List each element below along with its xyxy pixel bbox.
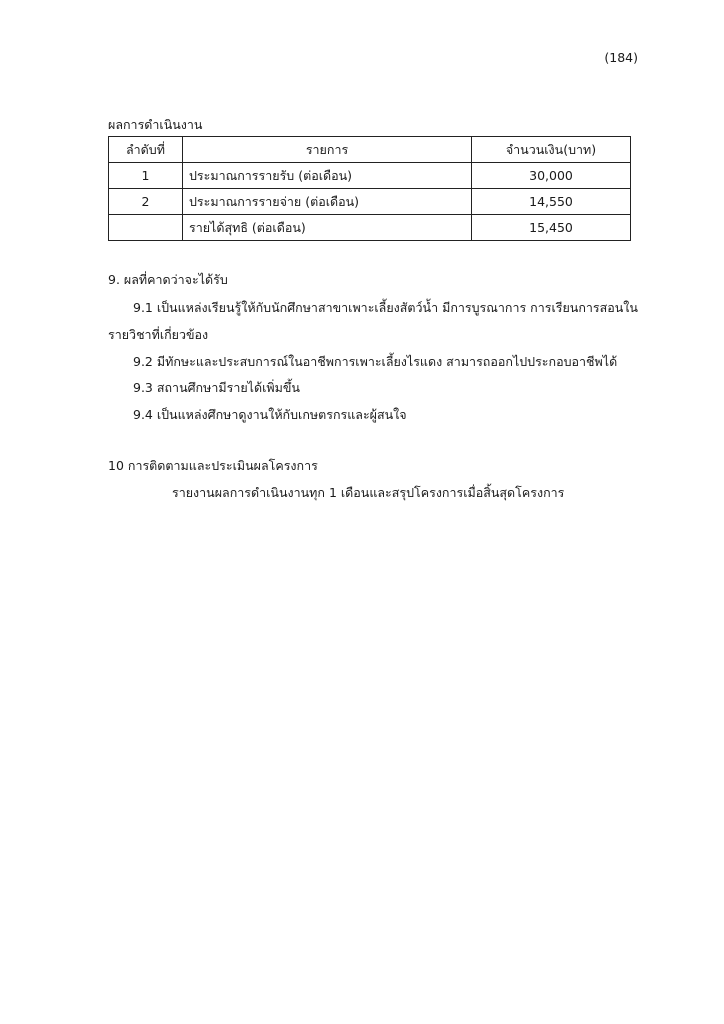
header-no: ลำดับที่ bbox=[109, 137, 183, 163]
results-label: ผลการดำเนินงาน bbox=[108, 117, 203, 132]
header-item: รายการ bbox=[183, 137, 472, 163]
table-header-row bbox=[109, 137, 631, 163]
row-no: 2 bbox=[109, 189, 183, 215]
row-item: ประมาณการรายรับ (ต่อเดือน) bbox=[183, 163, 472, 189]
section-9-item-3: 9.3 สถานศึกษามีรายได้เพิ่มขึ้น bbox=[133, 380, 300, 395]
row-amount: 15,450 bbox=[472, 215, 631, 241]
table-row bbox=[109, 215, 631, 241]
table-row bbox=[109, 163, 631, 189]
row-amount: 30,000 bbox=[472, 163, 631, 189]
section-10-body: รายงานผลการดำเนินงานทุก 1 เดือนและสรุปโครงการเมื่อสิ้นสุดโครงการ bbox=[172, 485, 565, 500]
row-item: รายได้สุทธิ (ต่อเดือน) bbox=[183, 215, 472, 241]
section-9-item-1-continued: รายวิชาที่เกี่ยวข้อง bbox=[108, 327, 209, 342]
section-9-heading: 9. ผลที่คาดว่าจะได้รับ bbox=[108, 272, 228, 287]
table-row bbox=[109, 189, 631, 215]
header-amount: จำนวนเงิน(บาท) bbox=[472, 137, 631, 163]
section-9-item-4: 9.4 เป็นแหล่งศึกษาดูงานให้กับเกษตรกรและผู้สนใจ bbox=[133, 407, 407, 422]
page-number: (184) bbox=[604, 50, 638, 65]
row-amount: 14,550 bbox=[472, 189, 631, 215]
row-no bbox=[109, 215, 183, 241]
section-9-item-1: 9.1 เป็นแหล่งเรียนรู้ให้กับนักศึกษาสาขาเพาะเลี้ยงสัตว์น้ำ มีการบูรณาการ การเรียนการสอนใน bbox=[133, 300, 638, 315]
section-9-item-2: 9.2 มีทักษะและประสบการณ์ในอาชีพการเพาะเลี้ยงไรแดง สามารถออกไปประกอบอาชีพได้ bbox=[133, 354, 618, 369]
row-item: ประมาณการรายจ่าย (ต่อเดือน) bbox=[183, 189, 472, 215]
section-10-heading: 10 การติดตามและประเมินผลโครงการ bbox=[108, 458, 318, 473]
results-table bbox=[108, 136, 631, 241]
row-no: 1 bbox=[109, 163, 183, 189]
